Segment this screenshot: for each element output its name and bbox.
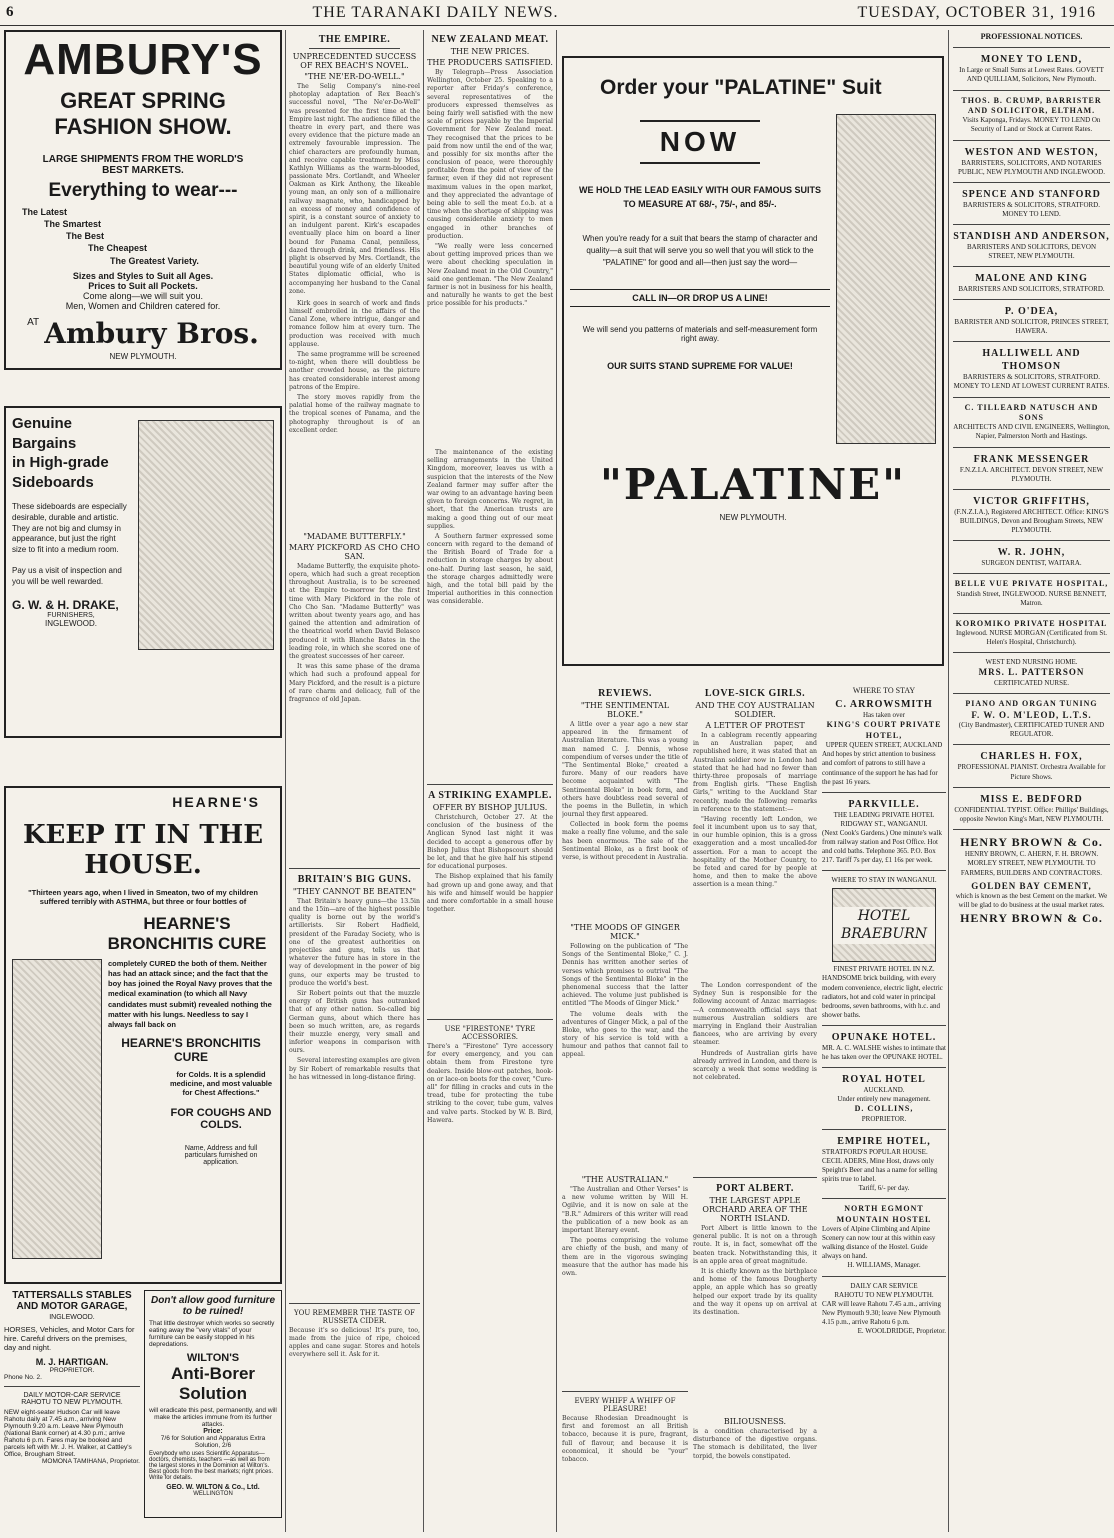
odea-body: BARRISTER AND SOLICITOR, PRINCES STREET, HAWERA. <box>954 318 1109 336</box>
russeta-body: Because it's so delicious! It's pure, too, made from the juice of ripe, choiced apples and cane sugar. Stores and hotels everywhere sell it. Ask for it. <box>289 1326 420 1359</box>
column-rule <box>948 30 949 1532</box>
standish-name: STANDISH AND ANDERSON, <box>953 230 1110 242</box>
issue-date: TUESDAY, OCTOBER 31, 1916 <box>857 3 1096 21</box>
kings-address: UPPER QUEEN STREET, AUCKLAND <box>825 741 943 750</box>
tattersalls-body: HORSES, Vehicles, and Motor Cars for hire. Careful drivers on the premises, day and night. <box>4 1325 135 1352</box>
tattersalls-town: INGLEWOOD. <box>49 1314 95 1321</box>
braeburn-heading: WHERE TO STAY IN WANGANUI. <box>831 876 937 885</box>
ambury-stair-5: The Greatest Variety. <box>110 255 199 266</box>
meat-body-2: The maintenance of the existing selling arrangements in the United Kingdom, moreover, leaves us with a suspicion that the interests of the New Zealand farmer may suffer after the war owing to an advantage having been given to foreign concerns. We regret, in short, that the American trusts are making a good thing out of our meat supplies. <box>427 449 553 530</box>
review-title-4: EVERY WHIFF A WHIFF OF PLEASURE! <box>574 1397 676 1413</box>
belle-body: Standish Street, INGLEWOOD. NURSE BENNETT, Matron. <box>956 589 1107 607</box>
empire-hotel-name: EMPIRE HOTEL, <box>837 1135 931 1147</box>
meat-subheading: THE NEW PRICES. <box>450 47 530 56</box>
piano-name: PIANO AND ORGAN TUNING <box>965 699 1098 709</box>
firestone-heading: USE "FIRESTONE" TYRE ACCESSORIES. <box>444 1025 536 1041</box>
ambury-town: NEW PLYMOUTH. <box>109 351 177 361</box>
natusch-name: C. TILLEARD NATUSCH AND SONS <box>964 402 1099 422</box>
westend-name: WEST END NURSING HOME. <box>985 658 1078 667</box>
opunake-body: MR. A. C. WALSHE wishes to intimate that he has taken over the OPUNAKE HOTEL. <box>822 1043 946 1062</box>
hearne-product: HEARNE'S BRONCHITIS CURE <box>107 914 267 953</box>
empire-hotel-tariff: Tariff, 6/- per day. <box>858 1184 910 1193</box>
guns-article: That Britain's heavy guns—the 13.5in and the 15in—are of the highest possible quality is borne out by the world's artillerists. Sir Robert Hadfield, president of the Faraday Society, who is one of the greatest authorities on projectiles and guns, tells us that whatever the future has in store in the way of development in the power of big guns, our experts may be trusted to produce the world's best. Sir Robert points out that the muzzle energy of British guns has outranked that of any other nation. So-called big German guns, about which there has been so much written, are, as regards their muzzle energy, very small and inferior weapons in comparison with ours. Several interesting examples are given by Sir Robert of remarkable results that he has witnessed in long-distance firing. <box>289 897 420 1081</box>
empire-body: The Selig Company's nine-reel photoplay adaptation of Rex Beach's successful novel, "The Ne'er-Do-Well" was presented for the first time at the Empire last night. The audience filled the theatre in every part, and there was every evidence that the picture made an extremely favourable impression. The chief characters are profoundly human, and receive capable treatment by Miss Kathlyn Williams as the warm-blooded, passionate Mrs. Cortlandt, and Wheeler Oakman as Kirk Anthony, the likeable young man, an only son of a millionaire railway magnate, who, handicapped by an excess of money and confidence of spirit, is a constant source of anxiety to an indulgent parent. Kirk's escapades eventually place him on board a liner bound for Panama Canal, penniless, dazed through drink, and friendless. His plight is observed by Mrs. Cortlandt, the beautiful young wife of an elderly United States diplomatic official, who is accompanying her husband to the Canal zone. <box>289 83 420 295</box>
tattersalls-name: M. J. HARTIGAN. <box>35 1357 109 1367</box>
daily-route: RAHOTU TO NEW PLYMOUTH. <box>834 1290 934 1299</box>
wilton-product-2: Solution <box>179 1384 247 1403</box>
review-body-1: A little over a year ago a new star appeared in the firmament of Australian literature. This was a young man named C. J. Dennis, whose compendium of verses under the title of "The Sentimental Bloke," created a furore. Many of our readers have become acquainted with "The Sentimental Bloke" in book form, and others have doubtless read several of the poems in the Bulletin, in which journal they first appeared. <box>562 721 688 819</box>
crump-body: Visits Kaponga, Fridays. MONEY TO LEND On Security of Land or Stock at Current Rates. <box>962 116 1101 134</box>
portalbert-heading: PORT ALBERT. <box>716 1183 794 1194</box>
example-heading: A STRIKING EXAMPLE. <box>428 790 552 801</box>
reviews-heading: REVIEWS. <box>598 688 652 699</box>
drake-head1: Genuine Bargains <box>12 415 77 452</box>
daily-body: CAR will leave Rahotu 7.45 a.m., arriving New Plymouth 9.30; leave New Plymouth 4.15 p.m., arrive Rahotu 6 p.m. <box>822 1299 941 1326</box>
column-rule <box>285 30 286 1532</box>
palatine-supreme: OUR SUITS STAND SUPREME FOR VALUE! <box>607 361 793 371</box>
patterson-body: CERTIFICATED NURSE. <box>993 679 1070 688</box>
ambury-stair-1: The Latest <box>22 207 68 217</box>
fox-body: PROFESSIONAL PIANIST. Orchestra Available for Picture Shows. <box>957 763 1106 781</box>
empire-article <box>289 83 420 296</box>
john-body: SURGEON DENTIST, WAITARA. <box>981 559 1082 568</box>
belle-name: BELLE VUE PRIVATE HOSPITAL, <box>954 579 1109 589</box>
empire-heading: THE EMPIRE. <box>318 34 391 45</box>
kings-body: And hopes by strict attention to business and comfort of patrons to still have a continuance of the support he has had for the past 16 years. <box>822 750 938 786</box>
column-rule <box>423 30 424 1532</box>
meat-subheading-2: THE PRODUCERS SATISFIED. <box>427 58 553 67</box>
egmont-manager: H. WILLIAMS, Manager. <box>847 1261 921 1270</box>
ambury-advert <box>4 30 282 370</box>
ambury-at: AT <box>27 316 40 328</box>
palatine-lead: WE HOLD THE LEAD EASILY WITH OUR FAMOUS SUITS TO MEASURE AT 68/-, 75/-, and 85/-. <box>578 185 821 209</box>
palatine-body: When you're ready for a suit that bears the stamp of character and quality—a suit that will serve you so well that you will stick to the "PALATINE" for good and all—then just say the word— <box>582 234 818 267</box>
mcleod-name: F. W. O. M'LEOD, L.T.S. <box>971 709 1092 720</box>
portalbert-article: Port Albert is little known to the general public. It is not on a through route. It is, in fact, somewhat off the beaten track. Notwithstanding this, it is an apple area of great magnitude. It is chiefly known as the birthplace and home of the famous Dougherty apple, an apple which has so greatly helped our export trade by its quality and the way it opens up on arrival at its destination. <box>693 1225 817 1316</box>
palatine-patterns: We will send you patterns of materials and self-measurement form right away. <box>582 325 818 343</box>
ambury-bros: Ambury Bros. <box>44 316 259 350</box>
fox-name: CHARLES H. FOX, <box>980 751 1083 763</box>
brown-body: HENRY BROWN, C. AHERN, F. H. BROWN. MORLEY STREET, NEW PLYMOUTH. TO FARMERS, BUILDERS AND CONTRACTORS. <box>960 850 1103 877</box>
braeburn-body: HANDSOME brick building, with every modern convenience, electric light, electric radiators, hot and cold water in principal bedrooms, seven bathrooms, with h.c. and shower baths. <box>822 974 943 1019</box>
portalbert-subheading: THE LARGEST APPLE ORCHARD AREA OF THE NORTH ISLAND. <box>702 1196 808 1223</box>
hearne-coughs: FOR COUGHS AND COLDS. <box>170 1106 272 1131</box>
ambury-stair-2: The Smartest <box>44 219 102 230</box>
hotels-column <box>822 684 946 1530</box>
wilton-maker: GEO. W. WILTON & Co., Ltd. <box>166 1484 260 1491</box>
wilton-town: WELLINGTON <box>193 1491 233 1497</box>
parkville-name: PARKVILLE. <box>848 798 920 810</box>
money-body: In Large or Small Sums at Lowest Rates. GOVETT AND QUILLIAM, Solicitors, New Plymouth. <box>959 66 1104 84</box>
suit-illustration <box>836 114 936 444</box>
tattersalls-owner: MOMONA TAMIHANA, Proprietor. <box>41 1458 140 1465</box>
drake-town: INGLEWOOD. <box>44 618 97 628</box>
golden-name: GOLDEN BAY CEMENT, <box>971 880 1092 891</box>
arrowsmith-name: C. ARROWSMITH <box>835 699 933 711</box>
palatine-brand: "PALATINE" <box>599 460 906 509</box>
meat-article: By Telegraph—Press Association Wellington, October 25. Speaking to a reporter after Friday's conference, several representatives of the producers expressed themselves as being fairly well satisfied with the new scale of prices payable by the Imperial Government for New Zealand meat. They recognised that the prices to be paid from now until the end of the war, and possibly for six months after the conclusion of peace, were thoroughly profitable from the point of view of the farmer, even if they did not represent maximum values in the open market, and they appreciated the advantage of being able to sell the meat f.o.b. at a time when the shortage of shipping was causing considerable anxiety to men engaged in other branches of production. "We really were less concerned about getting improved prices than we were about checking speculation in New Zealand meat in the Old Country," said one gentleman. "The New Zealand farmer is not in business for his health, and naturally he wants to get the best price possible for his products." <box>427 69 553 308</box>
griffiths-body: (F.N.Z.I.A.), Registered ARCHITECT. Office: KING'S BUILDINGS, Devon and Brougham Streets, NEW PLYMOUTH. <box>954 507 1109 534</box>
review-title-2: "THE MOODS OF GINGER MICK." <box>570 923 680 941</box>
drake-head2: in High-grade <box>12 454 109 471</box>
lovesick-title: A LETTER OF PROTEST <box>705 721 805 730</box>
weston-body: BARRISTERS, SOLICITORS, AND NOTARIES PUBLIC, NEW PLYMOUTH AND INGLEWOOD. <box>958 158 1105 176</box>
drake-head3: Sideboards <box>12 473 94 491</box>
ambury-line1: GREAT SPRING <box>60 88 226 113</box>
empire-column: THE EMPIRE. UNPRECEDENTED SUCCESS OF REX BEACH'S NOVEL. "THE NE'ER-DO-WELL." The Selig Company's nine-reel photoplay adaptation of Rex Beach's successful novel, "The Ne'er-Do-Well" was presented for the first time at the Empire last night. The audience filled the theatre in every part, and there was every evidence that the picture made an extremely favourable impression. The chief characters are profoundly human, and receive capable treatment by Miss Kathlyn Williams as the warm-blooded, passionate Mrs. Cortlandt, and Wheeler Oakman as Kirk Anthony, the likeable young man, an only son of a millionaire railway magnate, who, handicapped by an excess of money and confidence of spirit, is a constant source of anxiety to an indulgent parent. Kirk's escapades eventually place him on board a liner bound for Panama Canal, penniless, dazed through drink, and friendless. His plight is observed by Mrs. Cortlandt, the beautiful young wife of an elderly United States diplomatic official, who is accompanying her husband to the Canal zone. Kirk goes in search of work and finds himself embroiled in the affairs of the Canal Zone, where intrigue, danger and romance follow him at every turn. The production was received with much applause. The same programme will be screened to-night, when there will doubtless be another crowded house, as the picture has created considerable interest among patrons of the Empire. The story moves rapidly from the palatial home of the railway magnate to the tropical scenes of Panama, and the photography throughout is of an excellent order. "MADAME BUTTERFLY." MARY PICKFORD AS CHO CHO SAN. Madame Butterfly, the exquisite photo-opera, which had such a great reception throughout Australia, is to be screened at the Empire to-morrow for the first time with Mary Pickford in the role of Cho Cho San. "Madame Butterfly" was written about twenty years ago, and has gained the attention and admiration of the theatrical world when David Belasco produced it with Blanche Bates in the leading role, in which she scored one of the greatest successes of her career. It was this same phase of the drama which had such a profound appeal for Mary Pickford, and the result is a picture of rare charm and delicacy, full of the fragrance of old Japan. BRITAIN'S BIG GUNS. "THEY CANNOT BE BEATEN" That Britain's heavy guns—the 13.5in and the 15in—are of the highest possible quality is borne out by the world's artillerists. Sir Robert Hadfield, president of the Faraday Society, who is one of the greatest authorities on projectiles and guns, tells us that whatever the future has in store in the way of development in the power of big guns, our experts may be trusted to produce the world's best. Sir Robert points out that the muzzle energy of British guns has outranked that of any other nation. So-called big German guns, about which there has been so much written, are, as regards their muzzle energy, very small and inferior weapons in comparison with ours. Several interesting examples are given by Sir Robert of remarkable results that he has witnessed in long-distance firing. YOU REMEMBER THE TASTE OF RUSSETA CIDER. Because it's so delicious! It's pure, too, made from the juice of ripe, choiced apples and cane sugar. Stores and hotels everywhere sell it. Ask for it. <box>289 34 420 1359</box>
koromiko-name: KOROMIKO PRIVATE HOSPITAL <box>955 618 1108 628</box>
wilton-product-1: Anti-Borer <box>170 1364 256 1383</box>
braeburn-logo <box>832 888 936 962</box>
spence-name: SPENCE AND STANFORD <box>962 188 1101 200</box>
palatine-now: NOW <box>659 126 741 157</box>
wilton-advert <box>144 1290 282 1518</box>
empire-subheading: UNPRECEDENTED SUCCESS OF REX BEACH'S NOVEL. <box>292 52 417 70</box>
drake-advert <box>4 406 282 738</box>
empire-body-2: Madame Butterfly, the exquisite photo-opera, which had such a great reception throughout Australia, is to be screened at the Empire to-morrow for the first time with Mary Pickford in the role of Cho Cho San. "Madame Butterfly" was written about twenty years ago, and has gained the attention and admiration of the theatrical world when David Belasco produced it with Blanche Bates in the leading role, in which she scored one of the greatest successes of her career. <box>289 562 420 660</box>
empire-body-3: That Britain's heavy guns—the 13.5in and the 15in—are of the highest possible quality is borne out by the world's artillerists. Sir Robert Hadfield, president of the Faraday Society, who is one of the greatest authorities on projectiles and guns, tells us that whatever the future has in store in the way of development in the power of big guns, our experts may be trusted to produce the world's best. <box>289 897 420 987</box>
portalbert-body: Port Albert is little known to the general public. It is not on a through route. It is, in fact, somewhat off the beaten track. Notwithstanding this, it is an apple area of great magnitude. <box>693 1225 817 1265</box>
hearne-quote: "Thirteen years ago, when I lived in Smeaton, two of my children suffered terribly with ASTHMA, but three or four bottles of <box>28 888 258 906</box>
empire-subhead-3: MARY PICKFORD AS CHO CHO SAN. <box>289 542 420 561</box>
ambury-everything: Everything to wear--- <box>48 180 238 201</box>
bedford-body: CONFIDENTIAL TYPIST. Office: Phillips' Buildings, opposite Newton King's Mart, NEW PLYMOUTH. <box>954 805 1109 823</box>
review-article-2: Following on the publication of "The Songs of the Sentimental Bloke," C. J. Dennis has written another series of verses which promises to outrival "The Songs of the Sentimental Bloke" in the phenomenal success that the latter achieved. The volume just published is entitled "The Moods of Ginger Mick." The volume deals with the adventures of Ginger Mick, a pal of the Bloke, who goes to the war, and the story of his service is told with a humour and pathos that cannot fail to appeal. <box>562 943 688 1059</box>
money-name: MONEY TO LEND, <box>980 54 1083 66</box>
collins-name: D. COLLINS, <box>854 1104 914 1114</box>
tattersalls-head: TATTERSALLS STABLES AND MOTOR GARAGE, <box>12 1290 132 1312</box>
hearne-body: completely CURED the both of them. Neither has had an attack since; and the fact that the boy has joined the Royal Navy proves that the medical examination (to which all Navy candidates must submit) revealed nothing the matter with his lungs. Needless to say I always fall back on <box>108 959 273 1029</box>
lovesick-subheading: AND THE COY AUSTRALIAN SOLDIER. <box>695 701 815 719</box>
malone-body: BARRISTERS AND SOLICITORS, STRATFORD. <box>958 285 1105 294</box>
meat-column: NEW ZEALAND MEAT. THE NEW PRICES. THE PRODUCERS SATISFIED. By Telegraph—Press Association Wellington, October 25. Speaking to a reporter after Friday's conference, several representatives of the producers expressed themselves as being fairly well satisfied with the new scale of prices payable by the Imperial Government for New Zealand meat. They recognised that the prices to be paid from now until the end of the war, and possibly for six months after the conclusion of peace, were thoroughly profitable from the point of view of the farmer, even if they did not represent maximum values in the open market, and they appreciated the advantage of being able to sell the meat f.o.b. at a time when the shortage of shipping was causing considerable anxiety to men engaged in other branches of production. "We really were less concerned about getting improved prices than we were about checking speculation in New Zealand meat in the Old Country," said one gentleman. "The New Zealand farmer is not in business for his health, and naturally he wants to get the best price possible for his products." The maintenance of the existing selling arrangements in the United Kingdom, moreover, leaves us with a suspicion that the interests of the New Zealand farmer may suffer after the war owing to an advantage having been given to foreign concerns. We regret, in short, that the American trusts are making a good thing out of our meat supplies. A Southern farmer expressed some concern with regard to the demand of the British Board of Trade for a reduction in storage charges by about one-half. During last season, he said, the storage charges admittedly were high, and the total bill paid by the Imperial authorities in this connection was considerable. A STRIKING EXAMPLE. OFFER BY BISHOP JULIUS. Christchurch, October 27. At the conclusion of the business of the Anglican Synod last night it was decided to accept a generous offer by Bishop Julius that Bishopscourt should be let, and that he give half his stipend for educational purposes. The Bishop explained that his family had grown up and gone away, and that his wife and himself would be happier and more comfortable in a small house together. USE "FIRESTONE" TYRE ACCESSORIES. There's a "Firestone" Tyre accessory for every emergency, and you can obtain them from Firestone tyre dealers. Inside blow-out patches, hook-on or lace-on boots for the cover, "Cure-all" for filling in cracks and cuts in the tread, tube for protecting the tube striking to the cover, tube gum, valves and valve parts. Stocked by W. B. Bird, Hawera. <box>427 34 553 1124</box>
odea-name: P. O'DEA, <box>1004 306 1059 318</box>
review-article-3: "The Australian and Other Verses" is a new volume written by Will H. Ogilvie, and it is now on sale at the "B.R." Admirers of this writer will read the publication of a new book as an important literary event. The poems comprising the volume are chiefly of the bush, and many of them are in the vigorous swinging measure that the author has made his own. <box>562 1186 688 1277</box>
review-body-4: Because Rhodesian Dreadnought is first and foremost an all British tobacco, because it is pure, fragrant, full of flavour, and because it is economical, it should be "your" tobacco. <box>562 1415 688 1463</box>
hearne-brand: HEARNE'S <box>172 794 260 810</box>
hearne-for-colds: for Colds. It is a splendid medicine, and most valuable for Chest Affections." <box>169 1069 273 1097</box>
guns-subheading: "THEY CANNOT BE BEATEN" <box>292 886 417 896</box>
hearne-name-note: Name, Address and full particulars furnished on application. <box>184 1144 258 1166</box>
hearne-slogan: KEEP IT IN THE HOUSE. <box>22 820 264 880</box>
newspaper-title: THE TARANAKI DAILY NEWS. <box>312 3 559 21</box>
tattersalls-detail: NEW eight-seater Hudson Car will leave Rahotu daily at 7.45 a.m., arriving New Plymouth 9.20 a.m. Leave New Plymouth (National Bank corner) at 4.30 p.m.; arrive Rahotu 6 p.m. Fares may be booked and parcels left with Mr. J. H. Walker, at Cattley's Office, Brougham Street. <box>4 1409 132 1458</box>
natusch-body: ARCHITECTS AND CIVIL ENGINEERS, Wellington, Napier, Palmerston North and Hastings. <box>953 423 1110 441</box>
biliousness-body: is a condition characterised by a disturbance of the digestive organs. The stomach is debilitated, the liver torpid, the bowels constipated. <box>693 1428 817 1460</box>
patterson-name: MRS. L. PATTERSON <box>978 667 1085 678</box>
example-article: Christchurch, October 27. At the conclusion of the business of the Anglican Synod last night it was decided to accept a generous offer by Bishop Julius that Bishopscourt should be let, and that he give half his stipend for educational purposes. The Bishop explained that his family had grown up and gone away, and that his wife and himself would be happier and more comfortable in a small house together. <box>427 814 553 914</box>
wooldridge-name: E. WOOLDRIDGE, Proprietor. <box>857 1327 946 1335</box>
stay-heading: WHERE TO STAY <box>852 686 916 695</box>
hearne-advert <box>4 786 282 1284</box>
wilton-body: That little destroyer which works so secretly eating away the "very vitals" of your furniture can be easily stopped in his depredations. <box>149 1320 275 1348</box>
mcleod-body: (City Bandmaster), CERTIFICATED TUNER AND REGULATOR. <box>958 721 1105 739</box>
royal-management: Under entirely new management. <box>837 1095 931 1104</box>
halliwell-body: BARRISTERS & SOLICITORS, STRATFORD. MONEY TO LEND AT LOWEST CURRENT RATES. <box>953 373 1110 391</box>
wilton-price-label: Price: <box>203 1428 223 1435</box>
review-body-3: "The Australian and Other Verses" is a new volume written by Will H. Ogilvie, and it is now on sale at the "B.R." Admirers of this writer will read the publication of a new book as an important literary event. <box>562 1186 688 1234</box>
page-number: 6 <box>6 4 14 20</box>
arrowsmith-sub: Has taken over <box>863 711 905 720</box>
koromiko-body: Inglewood. NURSE MORGAN (Certificated from St. Helen's Hospital, Christchurch). <box>955 629 1108 647</box>
malone-name: MALONE AND KING <box>975 273 1088 285</box>
crump-name: THOS. B. CRUMP, BARRISTER AND SOLICITOR, ELTHAM. <box>961 95 1102 115</box>
empire-hotel-body: STRATFORD'S POPULAR HOUSE. CECIL ADERS, Mine Host, draws only Speight's Beer and has a name for selling spirits true to label. <box>822 1147 938 1184</box>
royal-town: AUCKLAND. <box>863 1086 905 1095</box>
wilton-brand: WILTON'S <box>186 1352 240 1364</box>
russeta-heading: YOU REMEMBER THE TASTE OF RUSSETA CIDER. <box>294 1308 415 1325</box>
ambury-stair-3: The Best <box>66 231 105 242</box>
spence-body: BARRISTERS & SOLICITORS, STRATFORD. MONEY TO LEND. <box>963 200 1100 218</box>
collins-role: PROPRIETOR. <box>861 1114 907 1123</box>
notices-column <box>953 30 1110 1530</box>
biliousness-heading: BILIOUSNESS. <box>723 1417 787 1426</box>
lovesick-body: In a cablegram recently appearing in an Australian paper, and republished here, it was stated that an Australian soldier now in London had stated that he had had no fewer than thirty-three proposals of marriage from English girls. "These English Girls," writing to the Auckland Star recently, made the following remarks in reference to the statement:— <box>693 732 817 813</box>
advert-column-left <box>4 30 282 1530</box>
ambury-line2: FASHION SHOW. <box>54 114 232 139</box>
john-name: W. R. JOHN, <box>997 547 1066 559</box>
knight-illustration <box>12 959 102 1259</box>
opunake-name: OPUNAKE HOTEL. <box>831 1031 937 1043</box>
standish-body: BARRISTERS AND SOLICITORS, DEVON STREET, NEW PLYMOUTH. <box>967 242 1096 261</box>
braeburn-name: HOTEL BRAEBURN <box>833 907 935 943</box>
wilton-detail: will eradicate this pest, permanently, and will make the articles immune from its further attacks. <box>149 1407 277 1428</box>
royal-name: ROYAL HOTEL <box>842 1074 926 1086</box>
egmont-name: NORTH EGMONT MOUNTAIN HOSTEL <box>836 1204 932 1224</box>
weston-name: WESTON AND WESTON, <box>964 146 1099 158</box>
palatine-order: Order your "PALATINE" Suit <box>600 76 882 99</box>
lovesick-heading: LOVE-SICK GIRLS. <box>704 688 806 699</box>
butterfly-article: Madame Butterfly, the exquisite photo-opera, which had such a great reception throughout Australia, is to be screened at the Empire to-morrow for the first time with Mary Pickford in the role of Cho Cho San. "Madame Butterfly" was written about twenty years ago, and has gained the attention and admiration of the theatrical world when David Belasco produced it with Blanche Bates in the leading role, in which she scored one of the greatest successes of her career. It was this same phase of the drama which had such a profound appeal for Mary Pickford, and the result is a picture of rare charm and delicacy, full of the fragrance of old Japan. <box>289 562 420 703</box>
messenger-body: F.N.Z.I.A. ARCHITECT. DEVON STREET, NEW PLYMOUTH. <box>959 465 1104 483</box>
column-rule <box>556 30 557 1532</box>
wilton-price: 7/6 for Solution and Apparatus Extra Solution, 2/6 <box>160 1435 266 1449</box>
sideboard-illustration <box>138 420 274 650</box>
tattersalls-route: RAHOTU TO NEW PLYMOUTH. <box>21 1399 123 1406</box>
guns-heading: BRITAIN'S BIG GUNS. <box>297 873 412 885</box>
wilton-agents: Everybody who uses Scientific Apparatus—doctors, chemists, teachers —as well as from the largest stores in the Dominion at Wilton's. Best goods from the best markets; right prices. Write for details. <box>149 1451 274 1481</box>
lovesick-article: In a cablegram recently appearing in an Australian paper, and republished here, it was stated that an Australian soldier now in London had stated that he had had no fewer than thirty-three proposals of marriage from English girls. "These English Girls," writing to the Auckland Star recently, made the following remarks in reference to the statement:— "Having recently left London, we feel it incumbent upon us to say that, in our humble opinion, this is a gross exaggeration and a most uncalled-for assertion. For a man to accept the hospitality of the Mother Country, to be feted and cared for by people at home, and then to make the above assertion is a mean thing." <box>693 732 817 889</box>
lovesick-body-2: The London correspondent of the Sydney Sun is responsible for the following account of Anzac marriages:—A commonwealth official says that numerous Australian soldiers are marrying in England their Australian fiancees, who are arriving by every steamer. <box>693 982 817 1047</box>
drake-name: G. W. & H. DRAKE, <box>12 597 119 612</box>
review-article-1: A little over a year ago a new star appeared in the firmament of Australian literature. This was a young man named C. J. Dennis, whose compendium of verses under the title of "The Sentimental Bloke," created a furore. Many of our readers have become acquainted with "The Sentimental Bloke" in book form, and others have doubtless read several of the poems in the Bulletin, in which journal they first appeared. Collected in book form the poems make a really fine volume, and the sale has been enormous. The sale of the Sentimental Bloke, as a first book of verse, is without precedent in Australia. <box>562 721 688 861</box>
halliwell-name: HALLIWELL AND THOMSON <box>982 348 1081 373</box>
griffiths-name: VICTOR GRIFFITHS, <box>973 495 1090 507</box>
ambury-men: Men, Women and Children catered for. <box>65 300 221 311</box>
palatine-call: CALL IN—OR DROP US A LINE! <box>570 289 830 307</box>
ambury-stair-4: The Cheapest <box>88 243 148 254</box>
bedford-name: MISS E. BEDFORD <box>980 793 1083 805</box>
tattersalls-service: DAILY MOTOR-CAR SERVICE <box>23 1392 121 1399</box>
egmont-body: Lovers of Alpine Climbing and Alpine Scenery can now tour at this within easy walking distance of the Hostel. Guide always on hand. <box>822 1225 936 1261</box>
brown-name-2: HENRY BROWN & Co. <box>960 910 1103 925</box>
wilton-head: Don't allow good furniture to be ruined! <box>150 1295 276 1317</box>
notices-heading: PROFESSIONAL NOTICES. <box>980 32 1083 41</box>
ambury-shipments: LARGE SHIPMENTS FROM THE WORLD'S BEST MARKETS. <box>42 154 244 176</box>
ambury-prices: Prices to Suit all Pockets. <box>88 280 198 291</box>
ambury-name: AMBURY'S <box>23 35 263 84</box>
lovesick-column: LOVE-SICK GIRLS. AND THE COY AUSTRALIAN SOLDIER. A LETTER OF PROTEST In a cablegram recently appearing in an Australian paper, and republished here, it was stated that an Australian soldier now in London had stated that he had had no fewer than thirty-three proposals of marriage from English girls. "These English Girls," writing to the Auckland Star recently, made the following remarks in reference to the statement:— "Having recently left London, we feel it incumbent upon us to say that, in our humble opinion, this is a gross exaggeration and a most uncalled-for assertion. For a man to accept the hospitality of the Mother Country, to be feted and cared for by people at home, and then to make the above assertion is a mean thing." The London correspondent of the Sydney Sun is responsible for the following account of Anzac marriages:—A commonwealth official says that numerous Australian soldiers are marrying in England their Australian fiancees, who are arriving by every steamer. Hundreds of Australian girls have already arrived in London, and there is scarcely a week that some wedding is not celebrated. PORT ALBERT. THE LARGEST APPLE ORCHARD AREA OF THE NORTH ISLAND. Port Albert is little known to the general public. It is not on a through route. It is, in fact, somewhat off the beaten track. Notwithstanding this, it is an apple area of great magnitude. It is chiefly known as the birthplace and home of the famous Dougherty apple, an apple which has so greatly helped our export trade by its quality and the way it opens up on arrival at its destination. BILIOUSNESS. is a condition characterised by a disturbance of the digestive organs. The stomach is debilitated, the liver torpid, the bowels constipated. <box>693 688 817 1460</box>
kings-court: KING'S COURT PRIVATE HOTEL, <box>826 720 942 740</box>
review-title-1: "THE SENTIMENTAL BLOKE." <box>580 701 670 719</box>
ambury-sizes: Sizes and Styles to Suit all Ages. <box>72 270 214 281</box>
hearne-product-2: HEARNE'S BRONCHITIS CURE <box>121 1035 261 1064</box>
drake-body: These sideboards are especially desirable, durable and artistic. They are not big and clumsy in appearance, but just the right size to fit into a medium room. <box>12 502 127 555</box>
parkville-sub: THE LEADING PRIVATE HOTEL RIDGWAY ST., WANGANUI. <box>833 810 935 828</box>
meat-body-3: Christchurch, October 27. At the conclusion of the business of the Anglican Synod last night it was decided to accept a generous offer by Bishop Julius that Bishopscourt should be let, and that he give half his stipend for educational purposes. <box>427 814 553 871</box>
review-title-3: "THE AUSTRALIAN." <box>581 1175 669 1184</box>
tattersalls-role: PROPRIETOR. <box>49 1367 95 1374</box>
empire-subhead-2: "MADAME BUTTERFLY." <box>303 531 406 541</box>
review-body-2: Following on the publication of "The Songs of the Sentimental Bloke," C. J. Dennis has written another series of verses which promises to outrival "The Songs of the Sentimental Bloke" in the phenomenal success that the latter achieved. The volume just published is entitled "The Moods of Ginger Mick." <box>562 943 688 1008</box>
reviews-column <box>562 684 688 1530</box>
meat-body: By Telegraph—Press Association Wellington, October 25. Speaking to a reporter after Friday's conference, several representatives of the producers expressed themselves as being fairly well satisfied with the new scale of prices payable by the Imperial Government for New Zealand meat. They recognised that the prices to be paid from now until the end of the war, and possibly for six months after the conclusion of peace, were thoroughly profitable from the point of view of the farmer, even if they did not represent maximum values in the open market, and they appreciated the advantage of being able to sell the meat f.o.b. at a time when the shortage of shipping was causing considerable anxiety to men engaged in other branches of production. <box>427 69 553 240</box>
messenger-name: FRANK MESSENGER <box>973 453 1090 465</box>
palatine-advert <box>562 56 944 666</box>
tattersalls-phone: Phone No. 2. <box>4 1374 42 1381</box>
ambury-come: Come along—we will suit you. <box>82 290 204 301</box>
example-subheading: OFFER BY BISHOP JULIUS. <box>432 803 548 812</box>
meat-heading: NEW ZEALAND MEAT. <box>431 34 549 45</box>
daily-service: DAILY CAR SERVICE <box>850 1281 918 1290</box>
braeburn-caption: FINEST PRIVATE HOTEL IN N.Z. <box>833 965 935 974</box>
golden-body: which is known as the best Cement on the market. We will be glad to do business at the usual market rates. <box>955 892 1108 910</box>
brown-name: HENRY BROWN & Co. <box>960 834 1103 849</box>
drake-visit: Pay us a visit of inspection and you will be well rewarded. <box>12 565 122 586</box>
parkville-body: (Next Cook's Gardens.) One minute's walk from railway station and Post Office. Hot and cold baths. Telephone 365. P.O. Box 217. Tariff 7s per day, £1 16s per week. <box>822 828 942 865</box>
drake-trade: FURNISHERS, <box>47 611 95 619</box>
tattersalls-advert <box>4 1290 144 1518</box>
empire-film-title: "THE NE'ER-DO-WELL." <box>304 72 405 81</box>
palatine-town: NEW PLYMOUTH. <box>719 513 787 522</box>
masthead <box>0 0 1114 26</box>
firestone-body: There's a "Firestone" Tyre accessory for every emergency, and you can obtain them from Firestone tyre dealers. Inside blow-out patches, hook-on or lace-on boots for the cover, "Cure-all" for filling in cracks and cuts in the tread, tube for protecting the tube striking to the cover, tube gum, valves and valve parts. Stocked by W. B. Bird, Hawera. <box>427 1043 553 1124</box>
